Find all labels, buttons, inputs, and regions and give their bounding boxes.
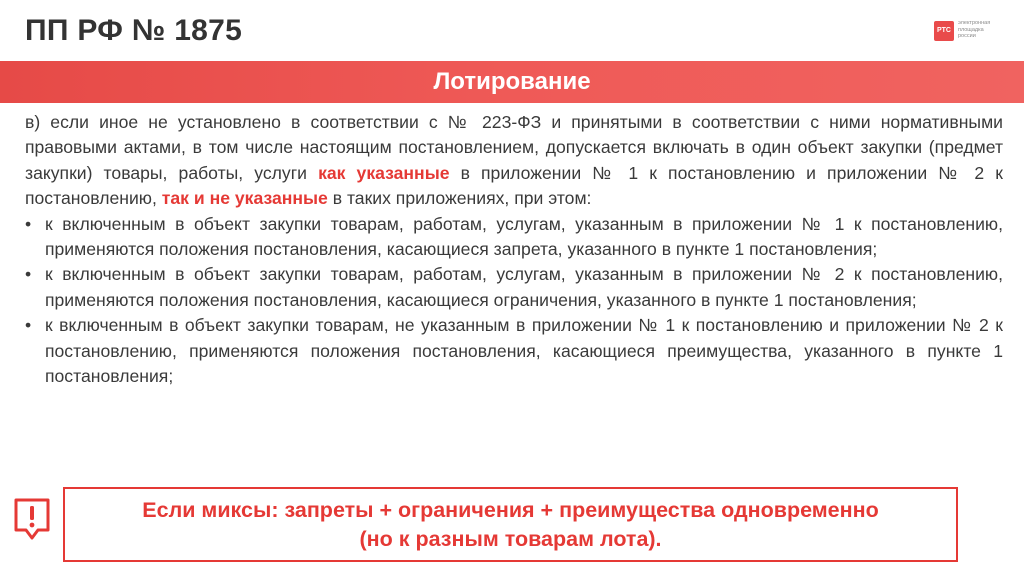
bullet-text: к включенным в объект закупки товарам, работам, услугам, указанным в приложении № 1 к постановлению, применяются положения постановления, касающиеся запрета, указанного в пункте 1 постановления; xyxy=(45,213,1003,260)
intro-text: в приложении № 1 к постановлению и приложении № 2 к постановлению, xyxy=(25,162,1003,209)
highlight-text: как указанные xyxy=(318,162,450,183)
bullet-marker: • xyxy=(25,264,32,285)
bullet-text: к включенным в объект закупки товарам, не указанным в приложении № 1 к постановлению и приложении № 2 к постановлению, применяются положения постановления, касающиеся преимущества, указанного в пункте 1 постановления; xyxy=(45,315,1003,387)
section-title: Лотирование xyxy=(433,68,591,95)
logo-caption-line: площадка xyxy=(958,26,984,33)
intro-paragraph xyxy=(25,110,1003,212)
bullet-item xyxy=(25,262,1003,313)
bullet-list xyxy=(25,212,1003,390)
bullet-marker: • xyxy=(25,213,32,234)
logo-caption-line: электронная xyxy=(958,20,991,26)
section-banner xyxy=(0,61,1024,103)
bullet-item xyxy=(25,313,1003,389)
slide-body xyxy=(25,110,1003,389)
callout-line: (но к разным товарам лота). xyxy=(359,527,662,551)
bullet-text: к включенным в объект закупки товарам, работам, услугам, указанным в приложении № 2 к постановлению, применяются положения постановления, касающиеся ограничения, указанного в пункте 1 постановления; xyxy=(45,264,1003,310)
warning-icon xyxy=(12,496,52,544)
slide-title: ПП РФ № 1875 xyxy=(25,14,243,47)
intro-text: в таких приложениях, при этом: xyxy=(327,188,592,209)
logo-mark: РТС xyxy=(934,21,954,41)
bullet-marker: • xyxy=(25,315,32,336)
callout-box xyxy=(63,487,958,562)
company-logo xyxy=(934,20,1004,48)
bullet-item xyxy=(25,212,1003,263)
logo-caption-line: россии xyxy=(958,33,976,39)
callout-line: Если миксы: запреты + ограничения + преимущества одновременно xyxy=(142,498,879,522)
intro-text: в) если иное не установлено в соответствии с № 223-ФЗ и принятыми в соответствии с ними нормативными правовыми актами, в том числе настоящим постановлением, допускается включать в один объект закупки (предмет закупки) товары, работы, услуги xyxy=(25,112,1003,183)
highlight-text: так и не указанные xyxy=(161,188,328,209)
logo-caption xyxy=(958,20,990,40)
